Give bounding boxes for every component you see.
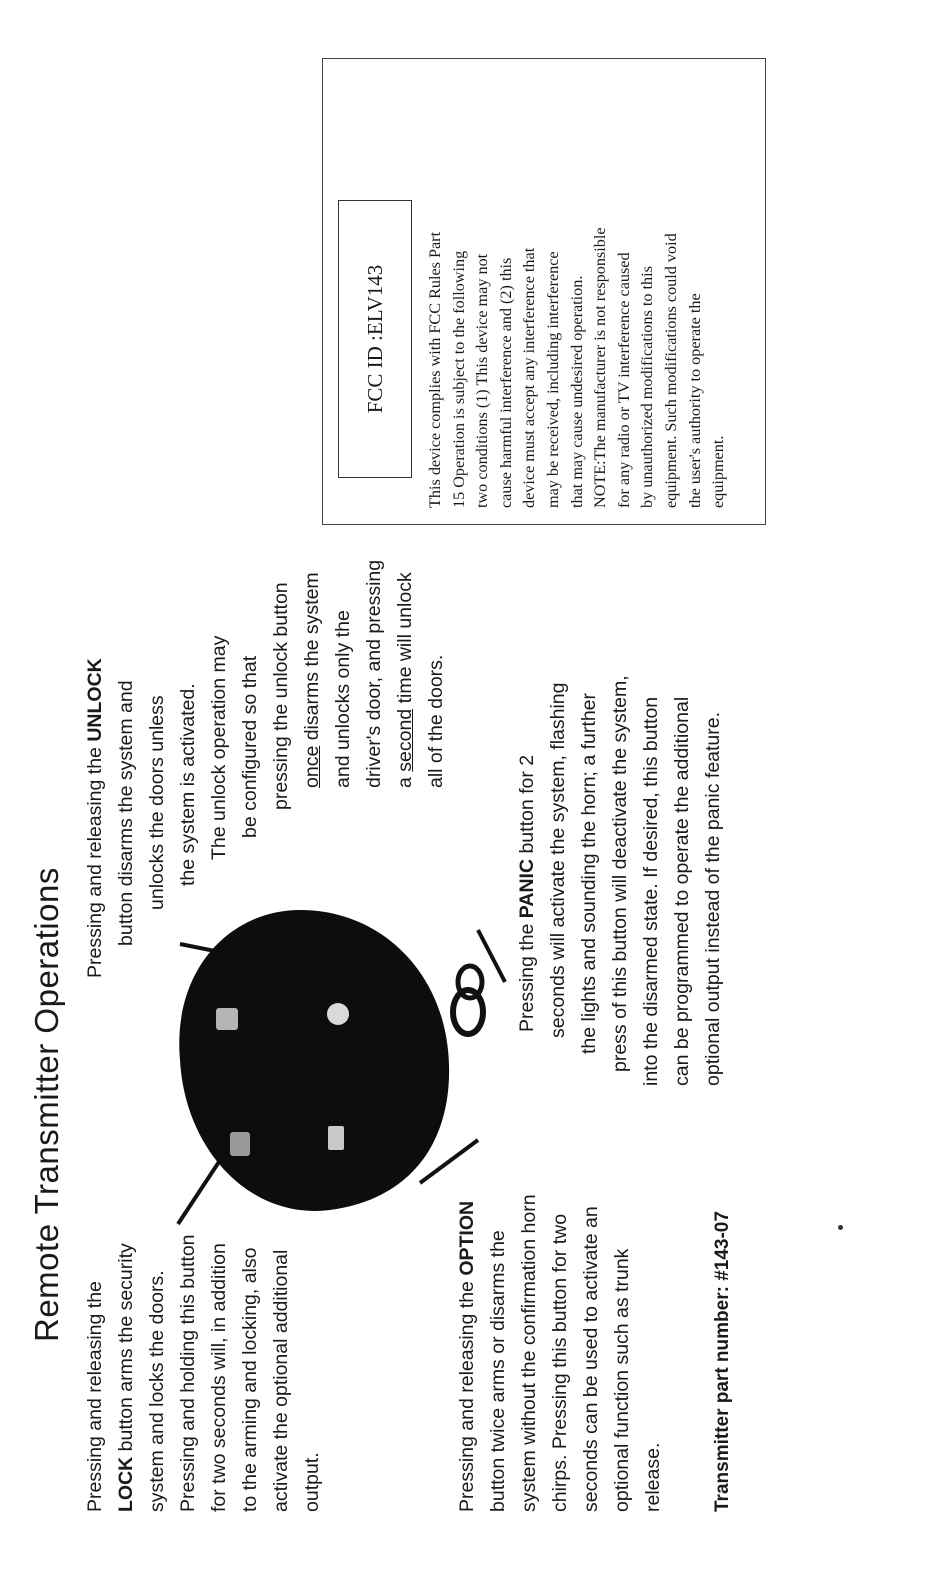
- unlock-line-2: button disarms the system and: [115, 680, 137, 946]
- panic-line-5: into the disarmed state. If desired, this button: [640, 696, 662, 1086]
- fcc-line: equipment.: [709, 435, 728, 508]
- unlock-line-7: pressing the unlock button: [270, 582, 292, 810]
- unlock-line-6: be configured so that: [239, 655, 261, 838]
- fcc-line: equipment. Such modifications could void: [661, 233, 680, 508]
- fcc-id-label: FCC ID :ELV143: [338, 200, 412, 478]
- unlock-keyword: UNLOCK: [84, 658, 106, 742]
- fcc-line: that may cause undesired operation.: [567, 275, 586, 508]
- remote-illustration: [0, 530, 946, 1570]
- panic-line1-post: button for 2: [516, 754, 538, 859]
- fcc-line: NOTE:The manufacturer is not responsible: [591, 227, 610, 508]
- unlock-line-9: and unlocks only the: [332, 610, 354, 788]
- unlock-line-4: the system is activated.: [177, 683, 199, 886]
- lock-text-pre: Pressing and releasing the: [84, 1281, 106, 1512]
- fcc-line: 15 Operation is subject to the following: [449, 250, 468, 508]
- unlock-second-pre: a: [394, 771, 416, 788]
- unlock-line-5: The unlock operation may: [208, 635, 230, 860]
- option-text-pre: Pressing and releasing the: [456, 1275, 478, 1512]
- panic-line1-pre: Pressing the: [516, 918, 538, 1032]
- unlock-line-3: unlocks the doors unless: [146, 695, 168, 910]
- panic-keyword: PANIC: [516, 858, 538, 919]
- fcc-line: for any radio or TV interference caused: [614, 252, 633, 508]
- fcc-line: the user's authority to operate the: [685, 293, 704, 508]
- fcc-line: This device complies with FCC Rules Part: [426, 231, 444, 508]
- lock-text-post: button arms the security system and locks the doors. Pressing and holding this button for two seconds will, in addition to the arming and locking, also activate the optional additional output.: [115, 1234, 323, 1512]
- option-text-post: button twice arms or disarms the system without the confirmation horn chirps. Pressing this button for two seconds can be used to activate an optional function such as trunk release.: [487, 1194, 664, 1512]
- lock-keyword: LOCK: [115, 1456, 137, 1512]
- unlock-second-word: second: [394, 708, 416, 772]
- panic-button-icon[interactable]: [327, 1003, 349, 1025]
- unlock-button-icon[interactable]: [216, 1008, 238, 1030]
- unlock-line-12: all of the doors.: [425, 654, 447, 788]
- remote-body: [179, 910, 449, 1211]
- unlock-line1-pre: Pressing and releasing the: [84, 741, 106, 978]
- fcc-line: by unauthorized modifications to this: [638, 266, 657, 508]
- unlock-line-10: driver's door, and pressing: [363, 559, 385, 788]
- fcc-line: cause harmful interference and (2) this: [496, 257, 515, 508]
- unlock-second-time: time: [394, 666, 416, 709]
- fcc-line: device must accept any interference that: [520, 247, 539, 508]
- page-title: Remote Transmitter Operations: [28, 867, 65, 1342]
- option-keyword: OPTION: [456, 1200, 478, 1276]
- panic-line-4: press of this button will deactivate the system,: [609, 675, 631, 1072]
- fcc-line: two conditions (1) This device may not: [473, 253, 492, 508]
- stray-dot: [838, 1225, 843, 1230]
- fcc-statement: [424, 72, 731, 508]
- panic-line-3: the lights and sounding the horn; a further: [578, 693, 600, 1054]
- unlock-second-post: will unlock: [394, 572, 416, 667]
- lock-button-icon[interactable]: [230, 1132, 250, 1156]
- transmitter-part-number: Transmitter part number: #143-07: [712, 1211, 733, 1512]
- unlock-once-rest: disarms the system: [301, 572, 323, 746]
- panic-line-2: seconds will activate the system, flashing: [547, 682, 569, 1038]
- unlock-once-word: once: [301, 745, 323, 788]
- fcc-line: may be received, including interference: [543, 251, 562, 508]
- panic-line-7: optional output instead of the panic feature.: [702, 711, 724, 1086]
- option-button-icon[interactable]: [328, 1126, 344, 1150]
- panic-line-6: can be programmed to operate the additional: [671, 696, 693, 1086]
